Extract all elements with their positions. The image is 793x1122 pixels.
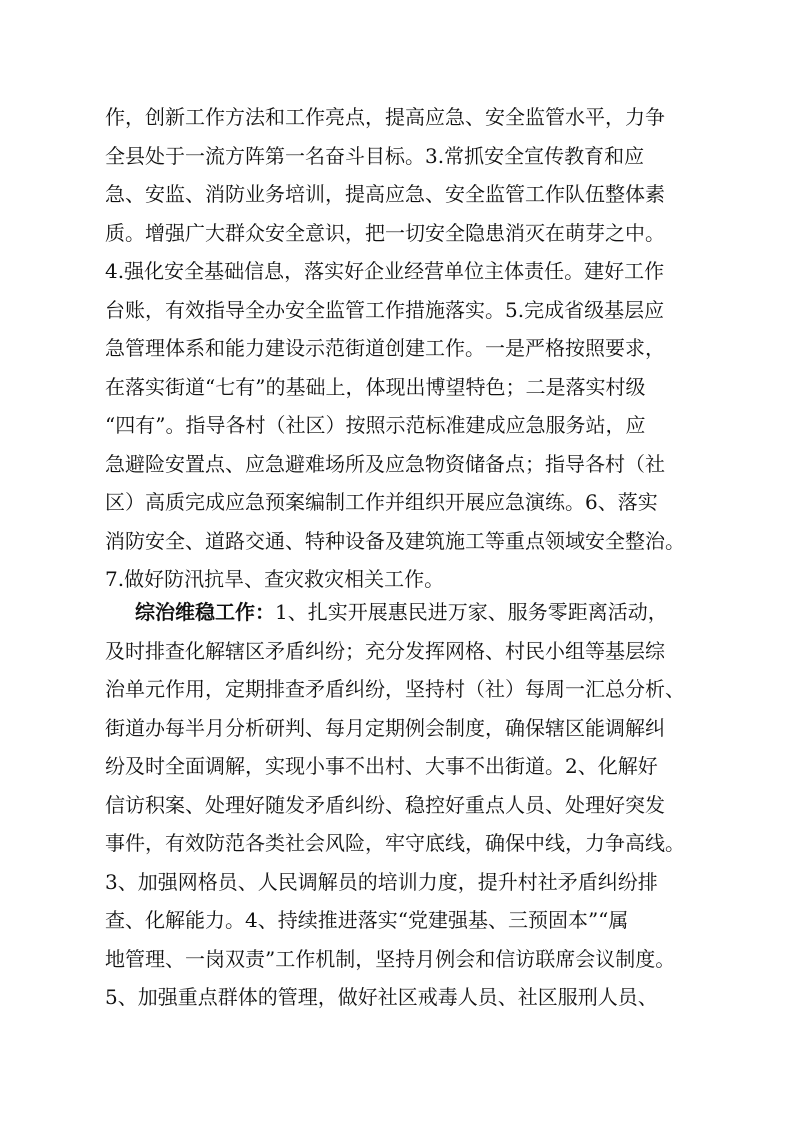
text-line: 作，创新工作方法和工作亮点，提高应急、安全监管水平，力争 xyxy=(105,105,665,129)
text-line: 急避险安置点、应急避难场所及应急物资储备点；指导各村（社 xyxy=(105,451,665,476)
text-line: 信访积案、处理好随发矛盾纠纷、稳控好重点人员、处理好突发 xyxy=(105,792,665,817)
text-line: 3、加强网格员、人民调解员的培训力度，提升村社矛盾纠纷排 xyxy=(105,869,658,894)
text-line: 在落实街道“七有”的基础上，体现出博望特色；二是落实村级 xyxy=(105,374,646,399)
paragraph-stability-work xyxy=(105,593,695,1017)
text-line: 质。增强广大群众安全意识，把一切安全隐患消灭在萌芽之中。 xyxy=(105,220,665,245)
text-line: 区）高质完成应急预案编制工作并组织开展应急演练。6、落实 xyxy=(105,490,658,514)
text-line: 事件，有效防范各类社会风险，牢守底线，确保中线，力争高线。 xyxy=(105,831,685,855)
text-line: “四有”。指导各村（社区）按照示范标准建成应急服务站，应 xyxy=(105,413,646,437)
text-line: 查、化解能力。4、持续推进落实“党建强基、三预固本”“属 xyxy=(105,908,629,932)
text-line: 消防安全、道路交通、特种设备及建筑施工等重点领域安全整治。 xyxy=(105,528,685,553)
text-line: 台账，有效指导全办安全监管工作措施落实。5.完成省级基层应 xyxy=(105,297,665,322)
text-line: 纷及时全面调解，实现小事不出村、大事不出街道。2、化解好 xyxy=(105,754,658,778)
text-line: 急、安监、消防业务培训，提高应急、安全监管工作队伍整体素 xyxy=(105,182,665,206)
text-line: 5、加强重点群体的管理，做好社区戒毒人员、社区服刑人员、 xyxy=(105,985,658,1009)
text-line: 治单元作用，定期排查矛盾纠纷，坚持村（社）每周一汇总分析、 xyxy=(105,677,685,701)
text-line: 及时排查化解辖区矛盾纠纷；充分发挥网格、村民小组等基层综 xyxy=(105,638,665,663)
section-heading: 综治维稳工作： xyxy=(135,600,275,624)
paragraph-first-line xyxy=(105,593,695,632)
text-line: 急管理体系和能力建设示范街道创建工作。一是严格按照要求， xyxy=(105,336,665,360)
text-line: 地管理、一岗双责”工作机制，坚持月例会和信访联席会议制度。 xyxy=(105,946,676,971)
text-line: 街道办每半月分析研判、每月定期例会制度，确保辖区能调解纠 xyxy=(105,715,665,740)
text-span: 1、扎实开展惠民进万家、服务零距离活动， xyxy=(275,600,668,624)
text-line: 4.强化安全基础信息，落实好企业经营单位主体责任。建好工作 xyxy=(105,259,665,283)
paragraph-emergency-safety xyxy=(105,98,695,599)
text-line: 7.做好防汛抗旱、查灾救灾相关工作。 xyxy=(105,567,445,591)
text-line: 全县处于一流方阵第一名奋斗目标。3.常抓安全宣传教育和应 xyxy=(105,143,645,168)
